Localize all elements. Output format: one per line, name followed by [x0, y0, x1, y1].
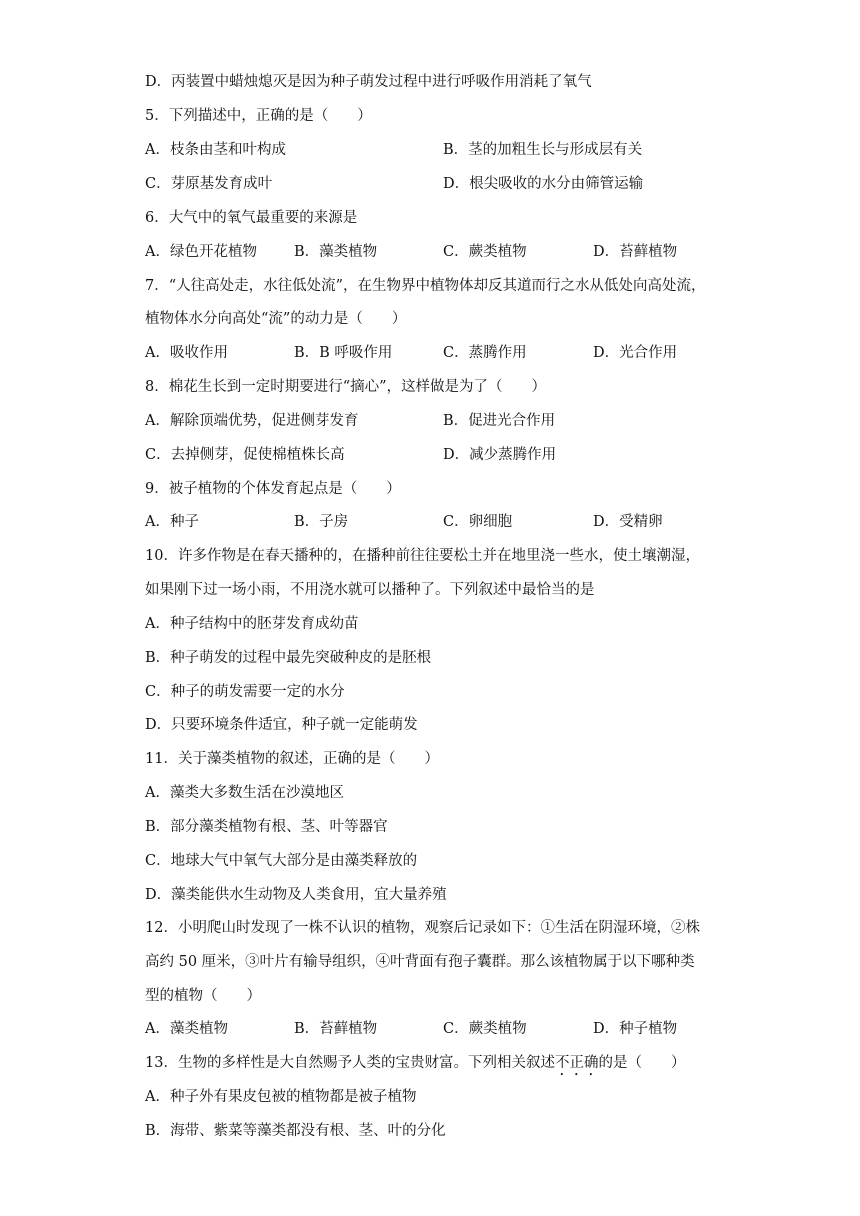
q7-stem-line1: 7．“人往高处走，水往低处流”，在生物界中植物体却反其道而行之水从低处向高处流，: [145, 278, 706, 294]
q8-option-a: A．解除顶端优势，促进侧芽发育: [145, 413, 359, 429]
q6-option-d: D．苔藓植物: [593, 244, 678, 260]
q13-stem: [145, 1053, 685, 1079]
q10-stem-line2: 如果刚下过一场小雨，不用浇水就可以播种了。下列叙述中最恰当的是: [145, 582, 595, 598]
q12-option-b: B．苔藓植物: [294, 1021, 378, 1037]
q5-option-b: B．茎的加粗生长与形成层有关: [443, 142, 643, 158]
q9-option-b: B．子房: [294, 514, 349, 530]
q12-stem-line1: 12．小明爬山时发现了一株不认识的植物，观察后记录如下：①生活在阴湿环境，②株: [145, 920, 700, 936]
q12-option-a: A．藻类植物: [145, 1021, 228, 1037]
q9-option-d: D．受精卵: [593, 514, 663, 530]
q5-option-d: D．根尖吸收的水分由筛管运输: [443, 176, 644, 192]
q10-option-b: B．种子萌发的过程中最先突破种皮的是胚根: [145, 650, 432, 666]
q10-option-d: D．只要环境条件适宜，种子就一定能萌发: [145, 717, 418, 733]
q8-option-c: C．去掉侧芽，促使棉植株长高: [145, 447, 345, 463]
q13-stem-pre: 13．生物的多样性是大自然赐予人类的宝贵财富。下列相关叙述: [145, 1055, 555, 1071]
q12-option-d: D．种子植物: [593, 1021, 678, 1037]
q12-option-c: C．蕨类植物: [443, 1021, 527, 1037]
q8-option-b: B．促进光合作用: [443, 413, 556, 429]
q11-stem: 11．关于藻类植物的叙述，正确的是（ ）: [145, 751, 439, 767]
q11-option-b: B．部分藻类植物有根、茎、叶等器官: [145, 819, 388, 835]
q4-option-d: D．丙装置中蜡烛熄灭是因为种子萌发过程中进行呼吸作用消耗了氧气: [145, 74, 592, 90]
q12-stem-line2: 高约 50 厘米，③叶片有输导组织，④叶背面有孢子囊群。那么该植物属于以下哪种类: [145, 954, 695, 970]
q7-option-c: C．蒸腾作用: [443, 345, 527, 361]
q7-option-a: A．吸收作用: [145, 345, 228, 361]
q5-stem: 5．下列描述中，正确的是（ ）: [145, 108, 372, 124]
q13-stem-emphasis: 不正确: [554, 1055, 599, 1071]
q11-option-a: A．藻类大多数生活在沙漠地区: [145, 785, 344, 801]
q7-option-b: B．B 呼吸作用: [294, 345, 393, 361]
q5-option-a: A．枝条由茎和叶构成: [145, 142, 286, 158]
q10-option-a: A．种子结构中的胚芽发育成幼苗: [145, 616, 359, 632]
q6-option-c: C．蕨类植物: [443, 244, 527, 260]
q11-option-c: C．地球大气中氧气大部分是由藻类释放的: [145, 853, 418, 869]
q10-option-c: C．种子的萌发需要一定的水分: [145, 684, 345, 700]
q6-stem: 6．大气中的氧气最重要的来源是: [145, 210, 358, 226]
q13-stem-post: 的是（ ）: [598, 1055, 686, 1071]
q9-option-a: A．种子: [145, 514, 199, 530]
q6-option-b: B．藻类植物: [294, 244, 378, 260]
q6-option-a: A．绿色开花植物: [145, 244, 257, 260]
q12-stem-line3: 型的植物（ ）: [145, 988, 261, 1004]
q7-stem-line2: 植物体水分向高处“流”的动力是（ ）: [145, 311, 407, 327]
q7-option-d: D．光合作用: [593, 345, 678, 361]
q5-option-c: C．芽原基发育成叶: [145, 176, 273, 192]
q9-stem: 9．被子植物的个体发育起点是（ ）: [145, 481, 401, 497]
q10-stem-line1: 10．许多作物是在春天播种的，在播种前往往要松土并在地里浇一些水，使土壤潮湿，: [145, 548, 700, 564]
q8-stem: 8．棉花生长到一定时期要进行“摘心”，这样做是为了（ ）: [145, 379, 547, 395]
q13-option-b: B．海带、紫菜等藻类都没有根、茎、叶的分化: [145, 1123, 446, 1139]
q13-option-a: A．种子外有果皮包被的植物都是被子植物: [145, 1089, 417, 1105]
q9-option-c: C．卵细胞: [443, 514, 513, 530]
q8-option-d: D．减少蒸腾作用: [443, 447, 557, 463]
q11-option-d: D．藻类能供水生动物及人类食用，宜大量养殖: [145, 887, 447, 903]
